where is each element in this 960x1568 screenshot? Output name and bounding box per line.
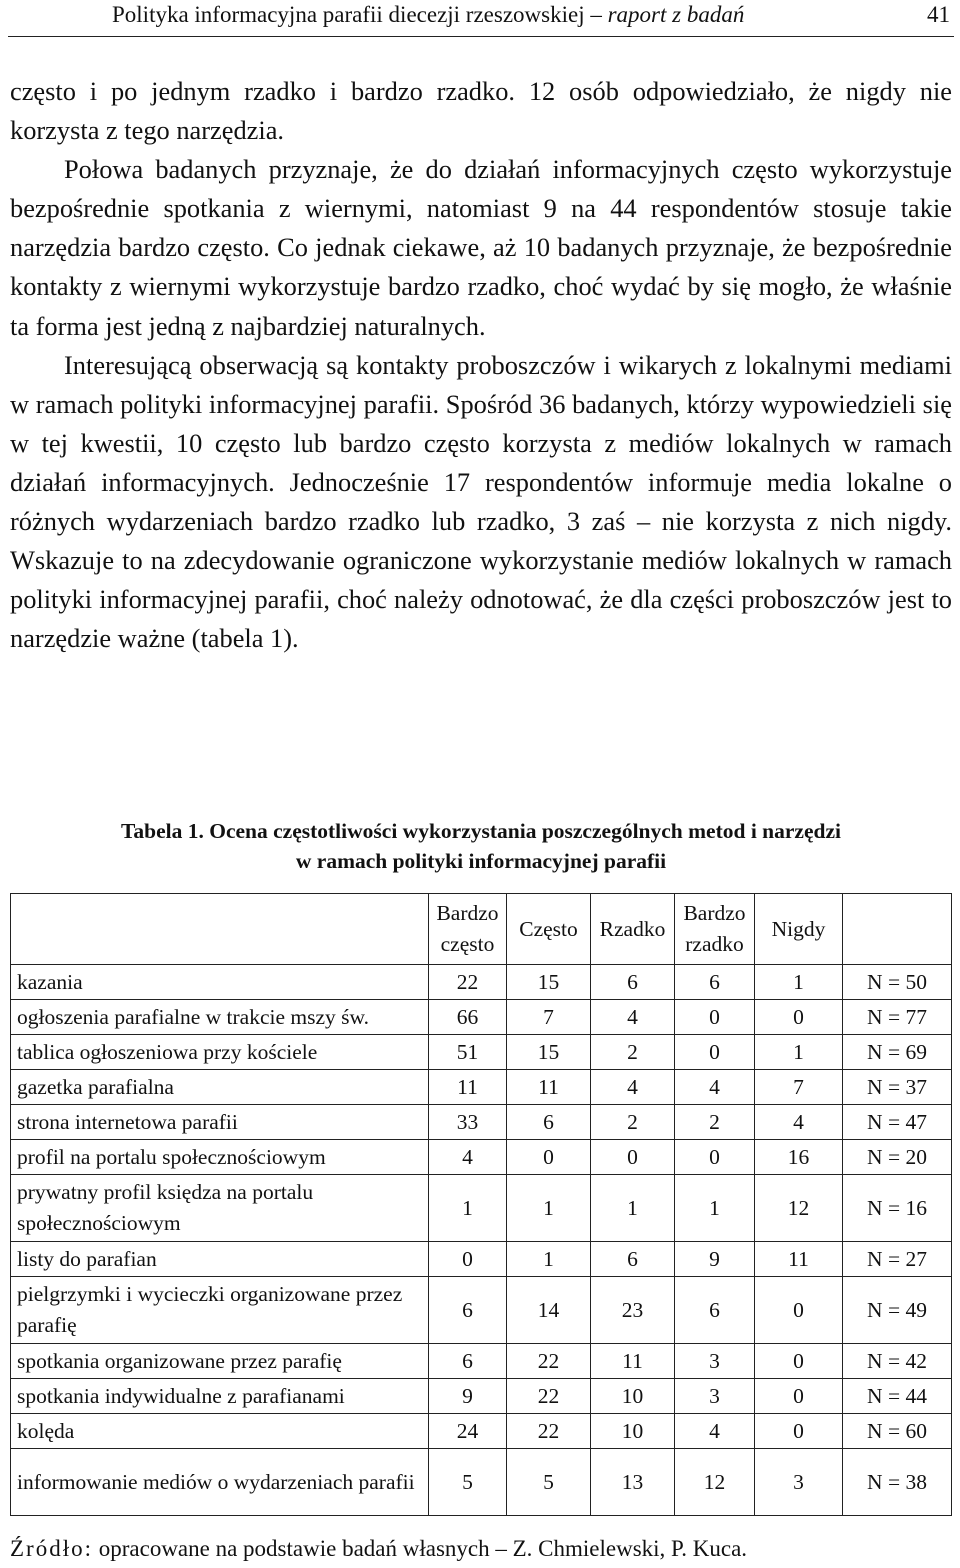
frequency-table [10,893,952,1516]
column-header [429,894,507,965]
value-cell: 11 [507,1070,591,1105]
value-cell: 6 [591,1242,675,1277]
value-cell: 33 [429,1105,507,1140]
paragraph: Interesującą obserwacją są kontakty proboszczów i wikarych z lokalnymi mediami w ramach polityki informacyjnej parafii. Spośród 36 badanych, którzy wypowiedzieli się w tej kwestii, 10 często lub bardzo często korzysta z mediów lokalnych w ramach działań informacyjnych. Jednocześnie 17 respondentów informuje media lokalne o różnych wydarzeniach bardzo rzadko lub rzadko, 3 zaś – nie korzysta z nich nigdy. Wskazuje to na zdecydowanie ograniczone wykorzystanie mediów lokalnych w ramach polityki informacyjnej parafii, choć należy odnotować, że dla części proboszczów jest to narzędzie ważne (tabela 1). [10,349,952,654]
table-row [11,1035,952,1070]
value-cell: 51 [429,1035,507,1070]
row-total: N = 60 [843,1414,952,1449]
row-label: kolęda [11,1414,429,1449]
value-cell: 0 [429,1242,507,1277]
column-header-line: Nigdy [771,916,826,941]
row-label: informowanie mediów o wydarzeniach parafii [11,1449,429,1516]
value-cell: 1 [755,1035,843,1070]
value-cell: 12 [755,1175,843,1242]
paragraph: Połowa badanych przyznaje, że do działań informacyjnych często wykorzystuje bezpośrednie spotkania z wiernymi, natomiast 9 na 44 respondentów stosuje takie narzędzia bardzo często. Co jednak ciekawe, aż 10 badanych przyznaje, że bezpośrednie kontakty z wiernymi wykorzystuje bardzo rzadko, choć wydać by się mogło, że właśnie ta forma jest jedną z najbardziej naturalnych. [10,154,952,341]
column-header-line: rzadko [685,932,744,956]
value-cell: 23 [591,1277,675,1344]
value-cell: 4 [591,1000,675,1035]
value-cell: 5 [429,1449,507,1516]
value-cell: 2 [591,1105,675,1140]
column-header [675,894,755,965]
value-cell: 1 [675,1175,755,1242]
row-total: N = 37 [843,1070,952,1105]
value-cell: 6 [429,1344,507,1379]
table-header-row [11,894,952,965]
row-total: N = 38 [843,1449,952,1516]
row-label: pielgrzymki i wycieczki organizowane przez parafię [11,1277,429,1344]
value-cell: 16 [755,1140,843,1175]
value-cell: 0 [507,1140,591,1175]
value-cell: 7 [755,1070,843,1105]
table-caption [10,816,952,876]
row-total: N = 27 [843,1242,952,1277]
table-row [11,1449,952,1516]
row-total: N = 42 [843,1344,952,1379]
value-cell: 2 [591,1035,675,1070]
value-cell: 66 [429,1000,507,1035]
row-total: N = 49 [843,1277,952,1344]
value-cell: 22 [429,965,507,1000]
value-cell: 11 [755,1242,843,1277]
column-header-line: często [440,932,495,956]
value-cell: 24 [429,1414,507,1449]
row-total: N = 77 [843,1000,952,1035]
value-cell: 13 [591,1449,675,1516]
value-cell: 6 [675,965,755,1000]
row-label: ogłoszenia parafialne w trakcie mszy św. [11,1000,429,1035]
row-label: gazetka parafialna [11,1070,429,1105]
row-label: tablica ogłoszeniowa przy kościele [11,1035,429,1070]
value-cell: 22 [507,1414,591,1449]
value-cell: 0 [755,1344,843,1379]
value-cell: 0 [675,1035,755,1070]
value-cell: 5 [507,1449,591,1516]
value-cell: 3 [675,1379,755,1414]
value-cell: 1 [507,1175,591,1242]
source-label: Źródło: [10,1536,93,1561]
value-cell: 6 [591,965,675,1000]
row-label: listy do parafian [11,1242,429,1277]
row-total: N = 47 [843,1105,952,1140]
page-number: 41 [927,2,950,27]
row-total: N = 44 [843,1379,952,1414]
row-label: profil na portalu społecznościowym [11,1140,429,1175]
running-title [112,2,744,28]
value-cell: 7 [507,1000,591,1035]
value-cell: 9 [675,1242,755,1277]
value-cell: 0 [755,1277,843,1344]
header-cell-empty [11,894,429,965]
value-cell: 4 [591,1070,675,1105]
value-cell: 3 [675,1344,755,1379]
value-cell: 4 [675,1070,755,1105]
value-cell: 4 [429,1140,507,1175]
value-cell: 1 [755,965,843,1000]
value-cell: 22 [507,1379,591,1414]
table-row [11,1140,952,1175]
column-header [755,894,843,965]
value-cell: 6 [429,1277,507,1344]
value-cell: 4 [675,1414,755,1449]
row-label: kazania [11,965,429,1000]
table-row [11,1070,952,1105]
column-header-line: Często [519,916,578,941]
value-cell: 6 [507,1105,591,1140]
value-cell: 1 [591,1175,675,1242]
value-cell: 15 [507,965,591,1000]
value-cell: 14 [507,1277,591,1344]
value-cell: 0 [755,1414,843,1449]
value-cell: 22 [507,1344,591,1379]
value-cell: 12 [675,1449,755,1516]
source-text: opracowane na podstawie badań własnych – Z. Chmielewski, P. Kuca. [93,1536,748,1561]
value-cell: 1 [507,1242,591,1277]
row-label: spotkania organizowane przez parafię [11,1344,429,1379]
row-total: N = 16 [843,1175,952,1242]
running-header [8,0,954,37]
table-row [11,1242,952,1277]
row-label: prywatny profil księdza na portalu społecznościowym [11,1175,429,1242]
value-cell: 10 [591,1414,675,1449]
value-cell: 4 [755,1105,843,1140]
running-title-plain: Polityka informacyjna parafii diecezji rzeszowskiej – [112,2,608,27]
row-total: N = 69 [843,1035,952,1070]
value-cell: 0 [675,1000,755,1035]
table-row [11,1277,952,1344]
table-caption-line-1: Tabela 1. Ocena częstotliwości wykorzystania poszczególnych metod i narzędzi [121,819,841,843]
source-note [10,1536,747,1562]
row-label: strona internetowa parafii [11,1105,429,1140]
value-cell: 1 [429,1175,507,1242]
body-text [10,72,952,658]
value-cell: 15 [507,1035,591,1070]
row-total: N = 50 [843,965,952,1000]
running-title-italic: raport z badań [607,2,745,27]
table-row [11,1414,952,1449]
value-cell: 0 [755,1379,843,1414]
column-header-line: Rzadko [599,916,666,941]
header-cell-n [843,894,952,965]
value-cell: 9 [429,1379,507,1414]
table-row [11,1175,952,1242]
column-header-line: Bardzo [683,901,746,925]
value-cell: 6 [675,1277,755,1344]
value-cell: 3 [755,1449,843,1516]
value-cell: 0 [675,1140,755,1175]
column-header [591,894,675,965]
value-cell: 2 [675,1105,755,1140]
column-header-line: Bardzo [436,901,499,925]
value-cell: 0 [755,1000,843,1035]
table-caption-line-2: w ramach polityki informacyjnej parafii [295,849,667,873]
value-cell: 11 [429,1070,507,1105]
table-row [11,1344,952,1379]
column-header [507,894,591,965]
paragraph: często i po jednym rzadko i bardzo rzadko. 12 osób odpowiedziało, że nigdy nie korzysta z tego narzędzia. [10,76,952,146]
value-cell: 10 [591,1379,675,1414]
table-row [11,1379,952,1414]
value-cell: 11 [591,1344,675,1379]
table-body [11,965,952,1516]
table-row [11,1000,952,1035]
row-total: N = 20 [843,1140,952,1175]
value-cell: 0 [591,1140,675,1175]
row-label: spotkania indywidualne z parafianami [11,1379,429,1414]
table-row [11,1105,952,1140]
table-row [11,965,952,1000]
